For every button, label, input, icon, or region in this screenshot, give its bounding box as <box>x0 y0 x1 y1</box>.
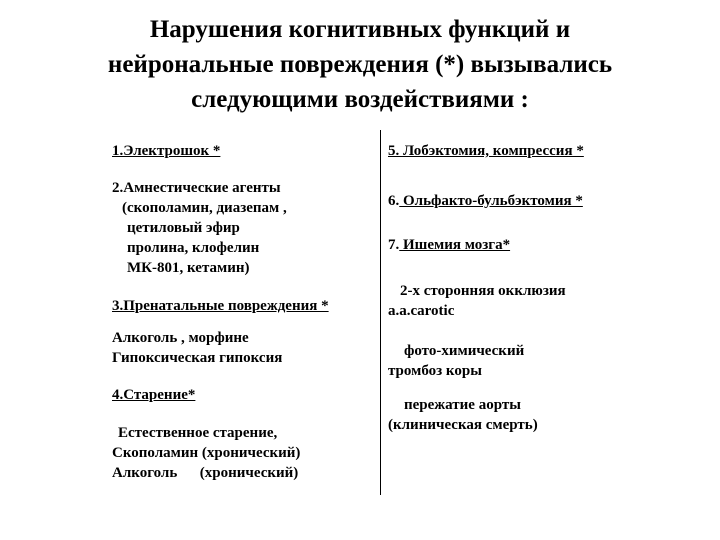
item-5-lobectomy: 5. Лобэктомия, компрессия * <box>388 143 584 159</box>
title-line-1: Нарушения когнитивных функций и <box>149 16 571 43</box>
ischemia-subtype-detail: a.a.carotic <box>388 303 455 319</box>
item-4-aging: 4.Старение* <box>112 387 196 403</box>
item-7-label: Ишемия мозга* <box>399 237 511 253</box>
item-2-amnestic-agents: 2.Амнестические агенты <box>112 180 281 196</box>
item-7-brain-ischemia <box>388 235 688 255</box>
ischemia-subtype: фото-химический <box>404 343 525 359</box>
right-column <box>388 141 688 435</box>
ischemia-subtype-detail: тромбоз коры <box>388 363 482 379</box>
item-1-electroshock: 1.Электрошок * <box>112 143 221 159</box>
ischemia-subtype: пережатие аорты <box>404 397 521 413</box>
item-6-number: 6. <box>388 193 400 209</box>
item-6-label: Ольфакто-бульбэктомия * <box>399 193 583 209</box>
item-3-detail: Гипоксическая гипоксия <box>112 350 283 366</box>
title-line-2: нейрональные повреждения (*) вызывались <box>107 51 613 78</box>
item-2-detail: пролина, клофелин <box>127 240 260 256</box>
left-column <box>112 141 382 483</box>
ischemia-subtype-detail: (клиническая смерть) <box>388 417 538 433</box>
title-line-3: следующими воздействиями : <box>191 86 529 113</box>
item-6-olfactory-bulbectomy <box>388 191 688 211</box>
item-2-detail: цетиловый эфир <box>127 220 240 236</box>
item-4-detail: Алкоголь (хронический) <box>112 465 299 481</box>
item-4-detail: Естественное старение, <box>118 425 278 441</box>
item-3-prenatal-damage: 3.Пренатальные повреждения * <box>112 298 329 314</box>
item-2-detail: (скополамин, диазепам , <box>122 200 287 216</box>
ischemia-subtype: 2-х сторонняя окклюзия <box>400 283 566 299</box>
item-2-detail: МК-801, кетамин) <box>127 260 250 276</box>
slide-title <box>20 12 700 117</box>
item-4-detail: Скополамин (хронический) <box>112 445 301 461</box>
item-3-detail: Алкоголь , морфине <box>112 330 249 346</box>
item-7-number: 7. <box>388 237 400 253</box>
